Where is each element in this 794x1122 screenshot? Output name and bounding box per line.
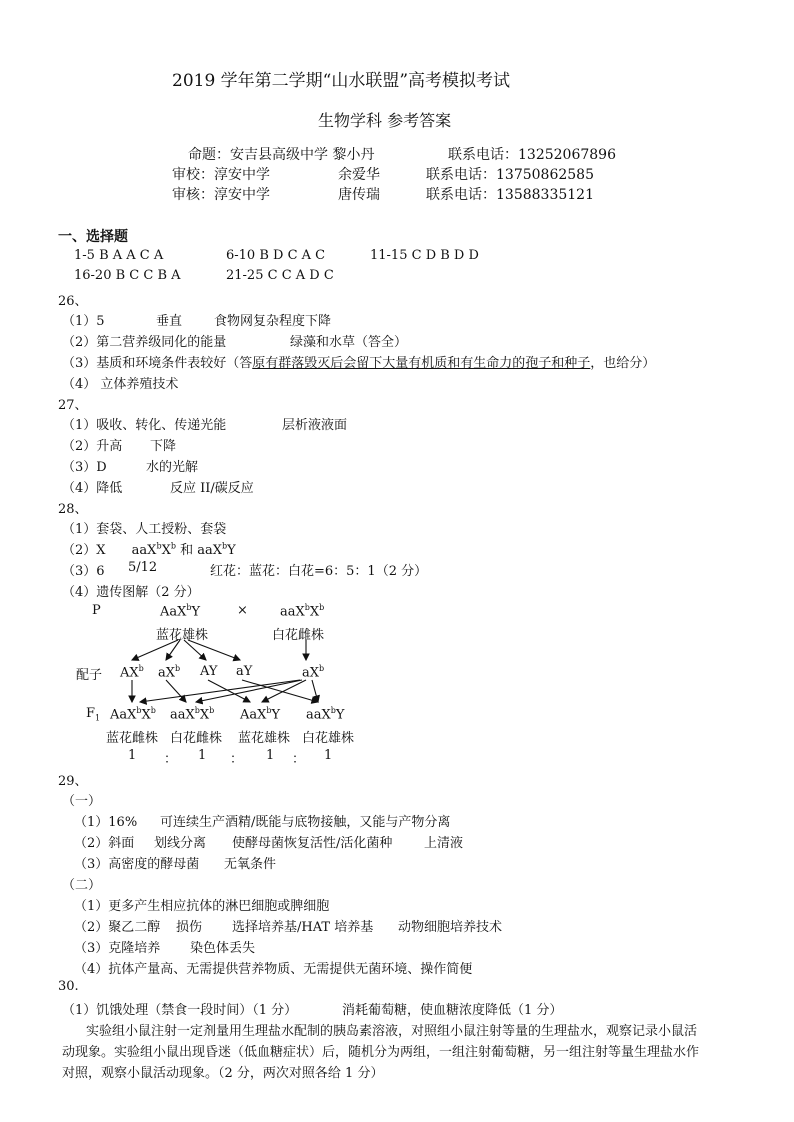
offspring-label-1: 蓝花雌株 (106, 731, 159, 746)
q29-p2-answer-2c: 选择培养基/HAT 培养基 (232, 920, 374, 935)
offspring-label-2: 白花雌株 (170, 731, 223, 746)
genotype-text: X (141, 707, 151, 723)
q29-p1-answer-3b: 无氧条件 (224, 857, 277, 872)
ratio-sep-2: ： (230, 752, 244, 767)
q27-number: 27、 (58, 398, 88, 413)
diagram-parent1-label: 蓝花雄株 (156, 628, 209, 643)
q29-p1-answer-2d: 上清液 (424, 836, 464, 851)
q27-answer-3: （3）D (62, 460, 107, 475)
choice-16-20: 16-20 B C C B A (74, 268, 181, 283)
genotype-sup: b (266, 706, 272, 715)
genotype-text: AaX (110, 707, 137, 723)
genotype-text: AaX (240, 707, 267, 723)
genotype-sup: b (209, 706, 215, 715)
ratio-4: 1 (324, 748, 333, 763)
q30-paragraph-line-1: 实验组小鼠注射一定剂量用生理盐水配制的胰岛素溶液，对照组小鼠注射等量的生理盐水，观察记录小鼠活 (86, 1024, 698, 1039)
q29-p2-answer-2d: 动物细胞培养技术 (398, 920, 503, 935)
offspring-label-4: 白花雄株 (302, 731, 355, 746)
genotype-sup: b (319, 603, 325, 612)
genotype-text: aaX (131, 543, 157, 558)
gamete-sup: b (138, 664, 144, 673)
gamete-text: AY (200, 664, 218, 679)
q26-answer-4: （4） 立体养殖技术 (62, 377, 179, 392)
arrow-g5-o2 (196, 680, 302, 702)
meta-reviewer-name: 余爱华 (338, 167, 380, 183)
diagram-p-label: P (92, 603, 101, 618)
ratio-3: 1 (266, 748, 275, 763)
arrow-g5-o4 (312, 680, 318, 702)
diagram-cross: × (237, 603, 248, 618)
q27-answer-4: （4）降低 (62, 481, 123, 496)
ratio-sep-1: ： (164, 752, 178, 767)
q27-answer-3b: 水的光解 (146, 460, 199, 475)
q28-answer-2a: （2）X (62, 543, 106, 558)
gamete-sup: b (319, 664, 325, 673)
choice-1-5: 1-5 B A A C A (74, 248, 164, 263)
q26-answer-2: （2）第二营养级同化的能量 (62, 335, 227, 350)
choice-11-15: 11-15 C D B D D (370, 248, 479, 263)
genotype-text: AaX (160, 604, 187, 620)
genotype-text: Y (191, 604, 201, 620)
genotype-text: X (199, 707, 210, 723)
q26-answer-3-pre: （3）基质和环境条件表较好（答 (62, 356, 253, 371)
genotype-text: Y (227, 543, 236, 558)
genotype-sup: b (221, 541, 228, 551)
q29-p2-answer-3b: 染色体丢失 (190, 941, 256, 956)
q26-answer-2b: 绿藻和水草（答全） (290, 335, 408, 350)
q29-p2-answer-2: （2）聚乙二醇 (74, 920, 161, 935)
genotype-sup: b (304, 603, 310, 612)
q27-answer-2: （2）升高 (62, 439, 123, 454)
choice-6-10: 6-10 B D C A C (226, 248, 326, 263)
genotype-sup: b (186, 603, 192, 612)
exam-subtitle: 生物学科 参考答案 (318, 111, 452, 130)
q28-answer-3: （3）6 (62, 564, 105, 579)
q27-answer-4b: 反应 II/碳反应 (170, 481, 254, 496)
ratio-1: 1 (128, 748, 137, 763)
genotype-text: aaX (170, 707, 195, 723)
genotype-text: aaX (306, 707, 331, 723)
q29-p1-answer-1b: 可连续生产酒精/既能与底物接触，又能与产物分离 (160, 815, 451, 830)
meta-author: 命题：安吉县高级中学 黎小丹 (188, 147, 375, 163)
q26-answer-3-post: ，也给分） (590, 356, 656, 371)
q28-answer-3b: 5/12 (128, 560, 158, 575)
ratio-sep-3: ： (292, 752, 306, 767)
arrow-p1-g1 (132, 640, 178, 660)
q26-answer-1b: 垂直 (156, 314, 183, 329)
q30-paragraph-line-3: 对照，观察小鼠活动现象。（2 分，两次对照各给 1 分） (62, 1066, 384, 1081)
genotype-text: X (309, 604, 320, 620)
q27-answer-1: （1）吸收、转化、传递光能 (62, 418, 227, 433)
genotype-sup: b (330, 706, 336, 715)
q29-p2-answer-2b: 损伤 (176, 920, 203, 935)
q30-paragraph-line-2: 动现象。实验组小鼠出现昏迷（低血糖症状）后，随机分为两组，一组注射葡萄糖，另一组注射等量生理盐水作 (62, 1045, 700, 1060)
meta-approver-name: 唐传瑞 (338, 187, 380, 203)
q27-answer-1b: 层析液液面 (282, 418, 348, 433)
q29-part2: （二） (62, 878, 102, 893)
diagram-parent2-label: 白花雌株 (272, 628, 325, 643)
gamete-text: aX (158, 665, 176, 681)
genotype-text: Y (271, 707, 281, 723)
q29-p2-answer-3: （3）克隆培养 (74, 941, 161, 956)
gamete-text: aX (302, 665, 320, 681)
gamete-sup: b (175, 664, 181, 673)
q26-answer-1c: 食物网复杂程度下降 (214, 314, 332, 329)
choice-21-25: 21-25 C C A D C (226, 268, 334, 283)
q27-answer-2b: 下降 (150, 439, 177, 454)
meta-reviewer: 审校：淳安中学 (172, 167, 270, 183)
genotype-text: 和 aaX (175, 543, 222, 558)
q29-p2-answer-1: （1）更多产生相应抗体的淋巴细胞或脾细胞 (74, 899, 330, 914)
arrow-p1-g2 (166, 640, 180, 660)
q30-answer-1b: 消耗葡萄糖，使血糖浓度降低（1 分） (342, 1003, 563, 1018)
meta-reviewer-phone: 联系电话：13750862585 (426, 167, 594, 183)
ratio-2: 1 (198, 748, 207, 763)
q29-p1-answer-2: （2）斜面 (74, 836, 135, 851)
exam-title: 2019 学年第二学期“山水联盟”高考模拟考试 (172, 71, 511, 91)
gamete-text: AX (120, 665, 139, 681)
offspring-label-3: 蓝花雄株 (238, 731, 291, 746)
meta-author-phone: 联系电话：13252067896 (448, 147, 616, 163)
q29-number: 29、 (58, 774, 88, 789)
genotype-sup: b (170, 541, 176, 551)
section-choice-title: 一、选择题 (58, 229, 128, 245)
q28-answer-4: （4）遗传图解（2 分） (62, 585, 200, 600)
meta-approver: 审核：淳安中学 (172, 187, 270, 203)
q29-p1-answer-1: （1）16% (74, 815, 138, 830)
q29-part1: （一） (62, 794, 102, 809)
genotype-text: X (161, 543, 171, 558)
q30-answer-1: （1）饥饿处理（禁食一段时间）（1 分） (62, 1003, 298, 1018)
arrow-g2-o2 (166, 680, 186, 702)
genotype-sup: b (136, 706, 142, 715)
q26-answer-1: （1）5 (62, 314, 105, 329)
q29-p1-answer-3: （3）高密度的酵母菌 (74, 857, 200, 872)
q28-answer-1: （1）套袋、人工授粉、套袋 (62, 522, 227, 537)
meta-approver-phone: 联系电话：13588335121 (426, 187, 594, 203)
genotype-sup: b (156, 541, 162, 551)
genotype-text: Y (335, 707, 345, 723)
q29-p1-answer-2b: 划线分离 (154, 836, 207, 851)
gamete-text: aY (236, 664, 253, 679)
q28-number: 28、 (58, 502, 88, 517)
q26-number: 26、 (58, 294, 88, 309)
f1-text: F (86, 706, 96, 721)
genotype-text: aaX (280, 604, 305, 620)
q29-p1-answer-2c: 使酵母菌恢复活性/活化菌种 (232, 836, 393, 851)
genotype-sup: b (194, 706, 200, 715)
f1-sub: 1 (95, 713, 101, 723)
diagram-gamete-label: 配子 (76, 668, 103, 683)
q26-answer-3-underlined: 原有群落毁灭后会留下大量有机质和有生命力的孢子和种子 (252, 356, 591, 371)
q29-p2-answer-4: （4）抗体产量高、无需提供营养物质、无需提供无菌环境、操作简便 (74, 962, 473, 977)
genotype-sup: b (150, 706, 156, 715)
arrow-g5-o1 (140, 680, 300, 702)
q30-number: 30. (58, 979, 79, 994)
q28-answer-3c: 红花：蓝花：白花=6：5：1（2 分） (210, 564, 428, 579)
